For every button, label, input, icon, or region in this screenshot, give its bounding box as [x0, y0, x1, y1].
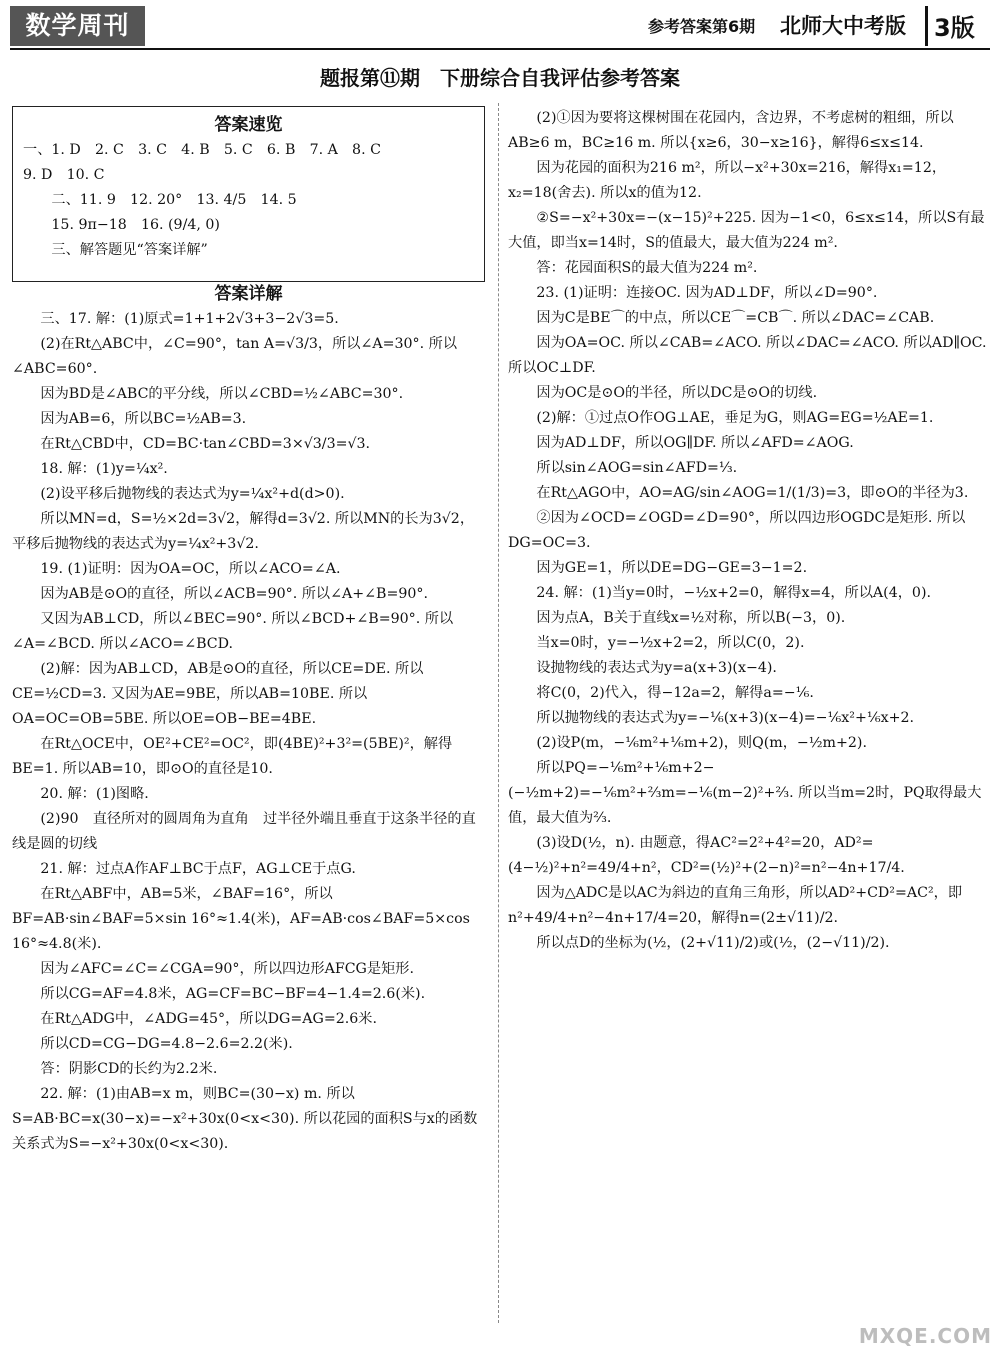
answer-paragraph: 在Rt△AGO中，AO=AG/sin∠AOG=1/(1/3)=3，即⊙O的半径为3. [536, 485, 969, 501]
right-column [508, 106, 988, 956]
answer-paragraph: 因为△ADC是以AC为斜边的直角三角形，所以AD²+CD²=AC²，即n²+49/4+n²−4n+17/4=20，解得n=(2±√11)/2. [508, 885, 963, 926]
answer-paragraph: 因为花园的面积为216 m²，所以−x²+30x=216，解得x₁=12，x₂=18(舍去). 所以x的值为12. [508, 160, 947, 201]
answer-paragraph: (2)设P(m，−⅙m²+⅙m+2)，则Q(m，−½m+2). [536, 735, 867, 751]
answer-paragraph: ②因为∠OCD=∠OGD=∠D=90°，所以四边形OGDC是矩形. 所以DG=OC=3. [508, 510, 966, 551]
answer-paragraph: 因为AD⊥DF，所以OG∥DF. 所以∠AFD=∠AOG. [536, 435, 854, 451]
answer-paragraph: (3)设D(½，n). 由题意，得AC²=2²+4²=20，AD²=(4−½)²+n²=49/4+n²，CD²=(½)²+(2−n)²=n²−4n+17/4. [508, 835, 905, 876]
answer-paragraph: 在Rt△CBD中，CD=BC·tan∠CBD=3×√3/3=√3. [40, 436, 371, 452]
answer-paragraph: 所以MN=d，S=½×2d=3√2，解得d=3√2. 所以MN的长为3√2，平移后抛物线的表达式为y=¼x²+3√2. [12, 511, 475, 552]
answer-paragraph: (2)90 直径所对的圆周角为直角 过半径外端且垂直于这条半径的直线是圆的切线 [12, 811, 476, 852]
answer-paragraph: 因为点A，B关于直线x=½对称，所以B(−3，0). [536, 610, 846, 626]
answer-paragraph: 20. 解：(1)图略. [40, 786, 149, 802]
answer-paragraph: 所以PQ=−⅙m²+⅙m+2−(−½m+2)=−⅙m²+⅔m=−⅙(m−2)²+⅔. 所以当m=2时，PQ取得最大值，最大值为⅔. [508, 760, 982, 826]
answer-paragraph: 三、17. 解：(1)原式=1+1+2√3+3−2√3=5. [40, 311, 339, 327]
page-header [0, 0, 1000, 52]
answer-paragraph: 因为BD是∠ABC的平分线，所以∠CBD=½∠ABC=30°. [40, 386, 404, 402]
answer-paragraph: (2)解：①过点O作OG⊥AE，垂足为G，则AG=EG=½AE=1. [536, 410, 934, 426]
answer-paragraph: 23. (1)证明：连接OC. 因为AD⊥DF，所以∠D=90°. [536, 285, 878, 301]
answer-paragraph: 因为OA=OC. 所以∠CAB=∠ACO. 所以∠DAC=∠ACO. 所以AD∥OC. 所以OC⊥DF. [508, 335, 987, 376]
answer-paragraph: (2)在Rt△ABC中，∠C=90°，tan A=√3/3，所以∠A=30°. 所以∠ABC=60°. [12, 336, 458, 377]
masthead-logo: 数学周刊 [10, 6, 145, 46]
answer-paragraph: 18. 解：(1)y=¼x². [40, 461, 168, 477]
answer-paragraph: 当x=0时，y=−½x+2=2，所以C(0，2). [536, 635, 805, 651]
answer-paragraph: (2)解：因为AB⊥CD，AB是⊙O的直径，所以CE=DE. 所以CE=½CD=3. 又因为AE=9BE，所以AB=10BE. 所以OA=OC=OB=5BE. 所以OE=OB−BE=4BE. [12, 661, 424, 727]
answer-overview-title: 答案速览 [214, 115, 283, 135]
answer-paragraph: 因为AB=6，所以BC=½AB=3. [40, 411, 247, 427]
answer-paragraph: (2)设平移后抛物线的表达式为y=¼x²+d(d>0). [40, 486, 345, 502]
answer-paragraph: 答：阴影CD的长约为2.2米. [40, 1061, 218, 1077]
answer-paragraph: 24. 解：(1)当y=0时，−½x+2=0，解得x=4，所以A(4，0). [536, 585, 932, 601]
answer-paragraph: 设抛物线的表达式为y=a(x+3)(x−4). [536, 660, 777, 676]
answer-paragraph: 所以点D的坐标为(½，(2+√11)/2)或(½，(2−√11)/2). [536, 935, 890, 951]
answer-paragraph: 所以CG=AF=4.8米，AG=CF=BC−BF=4−1.4=2.6(米). [40, 986, 426, 1002]
answer-paragraph: 在Rt△OCE中，OE²+CE²=OC²，即(4BE)²+3²=(5BE)²，解得BE=1. 所以AB=10，即⊙O的直径是10. [12, 736, 453, 777]
answer-paragraph: 因为OC是⊙O的半径，所以DC是⊙O的切线. [536, 385, 818, 401]
page-version: 3版 [934, 14, 975, 42]
overview-line: 9. D 10. C [23, 167, 105, 183]
answer-paragraph: 19. (1)证明：因为OA=OC，所以∠ACO=∠A. [40, 561, 341, 577]
answer-paragraph: 答：花园面积S的最大值为224 m². [536, 260, 758, 276]
overview-line: 一、1. D 2. C 3. C 4. B 5. C 6. B 7. A 8. C [23, 142, 381, 158]
answer-paragraph: 在Rt△ADG中，∠ADG=45°，所以DG=AG=2.6米. [40, 1011, 377, 1027]
overview-line: 三、解答题见“答案详解” [51, 242, 208, 258]
answer-paragraph: 因为AB是⊙O的直径，所以∠ACB=90°. 所以∠A+∠B=90°. [40, 586, 428, 602]
answer-paragraph: 又因为AB⊥CD，所以∠BEC=90°. 所以∠BCD+∠B=90°. 所以∠A=∠BCD. 所以∠ACO=∠BCD. [12, 611, 454, 652]
left-column [12, 106, 485, 1157]
header-divider [925, 6, 928, 46]
answer-paragraph: 所以抛物线的表达式为y=−⅙(x+3)(x−4)=−⅙x²+⅙x+2. [536, 710, 915, 726]
answer-paragraph: 因为GE=1，所以DE=DG−GE=3−1=2. [536, 560, 808, 576]
overview-line: 15. 9π−18 16. (9/4, 0) [51, 217, 220, 233]
answer-paragraph: ②S=−x²+30x=−(x−15)²+225. 因为−1<0，6≤x≤14，所以S有最大值，即当x=14时，S的值最大，最大值为224 m². [508, 210, 985, 251]
column-divider [498, 103, 499, 1323]
detail-title: 答案详解 [214, 284, 283, 304]
page-title: 题报第⑪期 下册综合自我评估参考答案 [320, 66, 680, 90]
answer-paragraph: 因为∠AFC=∠C=∠CGA=90°，所以四边形AFCG是矩形. [40, 961, 414, 977]
overview-line: 二、11. 9 12. 20° 13. 4/5 14. 5 [51, 192, 297, 208]
edition-label: 北师大中考版 [780, 14, 906, 38]
answer-overview-box [12, 106, 485, 282]
issue-label: 参考答案第6期 [648, 17, 756, 36]
answer-paragraph: 因为C是BE⌒的中点，所以CE⌒=CB⌒. 所以∠DAC=∠CAB. [536, 310, 935, 326]
answer-paragraph: 22. 解：(1)由AB=x m，则BC=(30−x) m. 所以S=AB·BC=x(30−x)=−x²+30x(0<x<30). 所以花园的面积S与x的函数关系式为S=−x²+30x(0<x<30). [12, 1086, 478, 1152]
header-rule [10, 48, 990, 50]
answer-paragraph: (2)①因为要将这棵树围在花园内，含边界，不考虑树的粗细，所以AB≥6 m，BC≥16 m. 所以{x≥6，30−x≥16}，解得6≤x≤14. [508, 110, 954, 151]
answer-paragraph: 在Rt△ABF中，AB=5米，∠BAF=16°，所以BF=AB·sin∠BAF=5×sin 16°≈1.4(米)，AF=AB·cos∠BAF=5×cos 16°≈4.8(米). [12, 886, 470, 952]
answer-paragraph: 所以CD=CG−DG=4.8−2.6=2.2(米). [40, 1036, 293, 1052]
watermark: MXQE.COM [858, 1324, 992, 1348]
answer-paragraph: 21. 解：过点A作AF⊥BC于点F，AG⊥CE于点G. [40, 861, 356, 877]
answer-paragraph: 所以sin∠AOG=sin∠AFD=⅓. [536, 460, 738, 476]
answer-paragraph: 将C(0，2)代入，得−12a=2，解得a=−⅙. [536, 685, 814, 701]
